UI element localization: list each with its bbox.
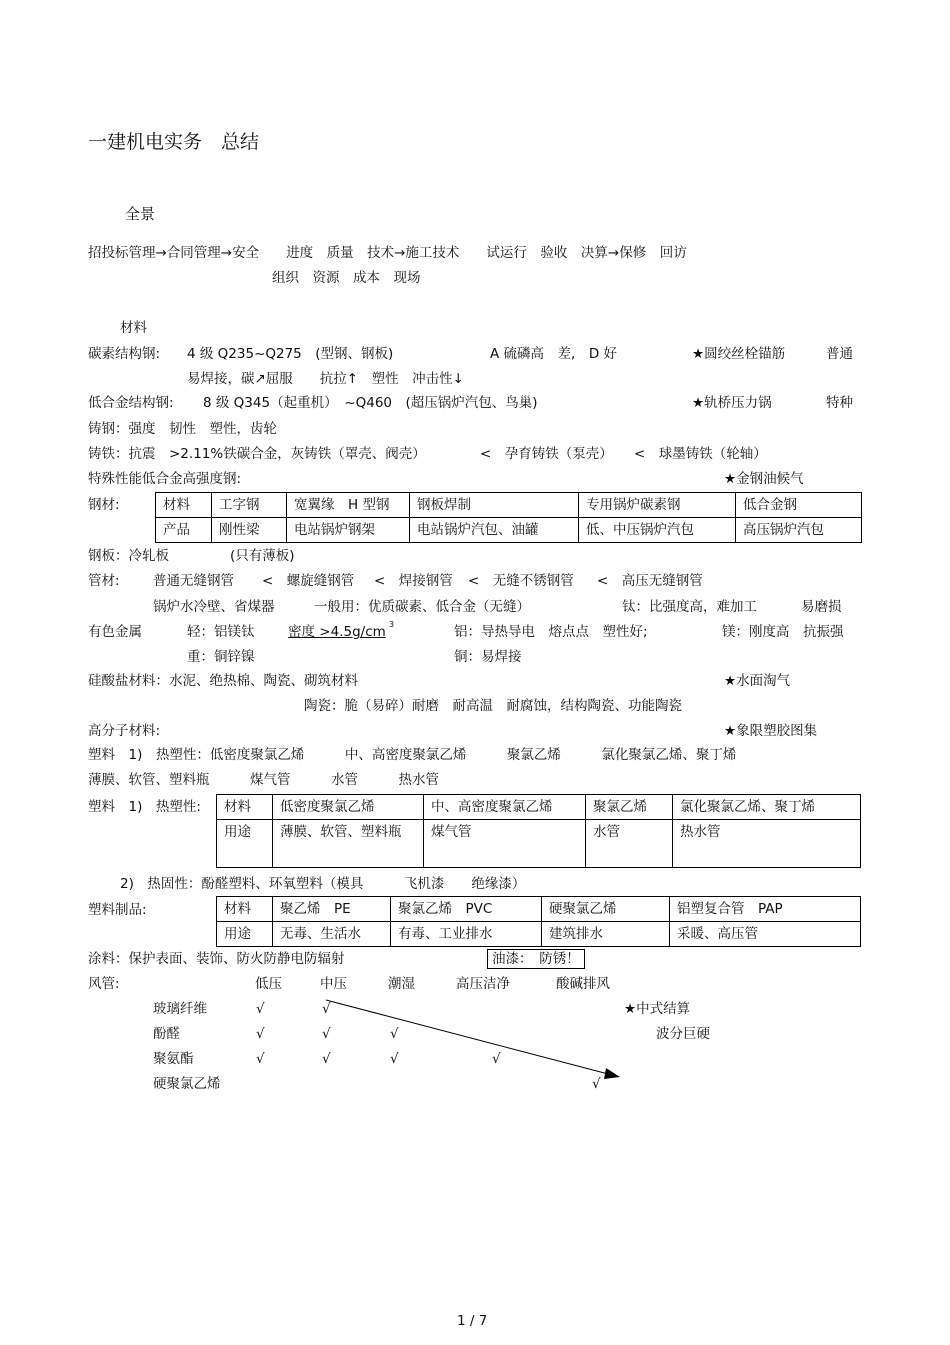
- duct-header: 中压: [320, 976, 347, 992]
- nonferrous-label: 有色金属: [88, 624, 142, 640]
- duct-header: 酸碱排风: [556, 976, 610, 992]
- check-mark: √: [592, 1076, 601, 1092]
- pipe-item: < 螺旋缝钢管: [262, 573, 355, 589]
- carbon-spec: 4 级 Q235~Q275 (型钢、钢板): [187, 346, 394, 362]
- duct-header: 潮湿: [388, 976, 415, 992]
- duct-header: 高压洁净: [456, 976, 510, 992]
- carbon-properties: 易焊接，碳↗屈服 抗拉↑ 塑性 冲击性↓: [187, 371, 464, 387]
- lowalloy-right: 特种: [826, 395, 853, 411]
- pipe-item: < 无缝不锈钢管: [468, 573, 574, 589]
- table-cell: 中、高密度聚氯乙烯: [424, 795, 586, 820]
- copper: 铜：易焊接: [454, 649, 522, 665]
- pipe-item: 普通无缝钢管: [153, 573, 234, 589]
- thermoplastic-table-label: 塑料 1) 热塑性:: [88, 799, 201, 815]
- carbon-mnemonic: ★圆绞丝栓锚筋: [692, 346, 786, 362]
- table-cell: 材料: [217, 897, 273, 922]
- table-cell: 高压锅炉汽包: [736, 518, 862, 543]
- table-cell: 低、中压锅炉汽包: [579, 518, 736, 543]
- table-cell: 铝塑复合管 PAP: [670, 897, 861, 922]
- steel-sheet-note: (只有薄板): [230, 548, 295, 564]
- aluminum: 铝：导热导电 熔点点 塑性好;: [454, 624, 648, 640]
- duct-mnemonic: ★中式结算: [624, 1001, 691, 1017]
- check-mark: √: [322, 1026, 331, 1042]
- carbon-quality: A 硫磷高 差, D 好: [490, 346, 618, 362]
- density-note: 密度 >4.5g/cm: [288, 624, 386, 640]
- check-mark: √: [256, 1026, 265, 1042]
- table-cell: 有毒、工业排水: [391, 922, 542, 947]
- check-mark: √: [390, 1051, 399, 1067]
- cast-iron-inoculated: < 孕育铸铁（泵壳）: [480, 446, 613, 462]
- duct-row-name: 酚醛: [153, 1026, 180, 1042]
- carbon-right: 普通: [826, 346, 853, 362]
- table-cell: 刚性梁: [212, 518, 287, 543]
- cast-iron: 铸铁：抗震 >2.11%铁碳合金，灰铸铁（罩壳、阀壳）: [88, 446, 426, 462]
- density-superscript: 3: [389, 620, 395, 629]
- check-mark: √: [256, 1051, 265, 1067]
- pipe-item: < 高压无缝钢管: [597, 573, 703, 589]
- table-cell: 聚氯乙烯: [586, 795, 673, 820]
- check-mark: √: [492, 1051, 501, 1067]
- table-cell: 聚乙烯 PE: [273, 897, 391, 922]
- table-cell: 聚氯乙烯 PVC: [391, 897, 542, 922]
- thermoplastic-line: 塑料 1) 热塑性：低密度聚氯乙烯 中、高密度聚氯乙烯 聚氯乙烯 氯化聚氯乙烯、聚丁烯: [88, 747, 737, 763]
- duct-row-name: 硬聚氯乙烯: [153, 1076, 221, 1092]
- table-cell: 热水管: [673, 820, 861, 868]
- duct-row-name: 玻璃纤维: [153, 1001, 207, 1017]
- table-cell: 氯化聚氯乙烯、聚丁烯: [673, 795, 861, 820]
- polymer-mnemonic: ★象限塑胶图集: [724, 723, 818, 739]
- table-cell: 材料: [217, 795, 273, 820]
- table-cell: 材料: [156, 493, 212, 518]
- nonferrous-light: 轻：铝镁钛: [187, 624, 255, 640]
- thermoplastic-uses: 薄膜、软管、塑料瓶 煤气管 水管 热水管: [88, 772, 439, 788]
- table-cell: 无毒、生活水: [273, 922, 391, 947]
- check-mark: √: [322, 1051, 331, 1067]
- pipe-item: < 焊接钢管: [374, 573, 453, 589]
- lowalloy-label: 低合金结构钢:: [88, 395, 174, 411]
- table-cell: 电站锅炉钢架: [287, 518, 410, 543]
- table-cell: 低合金钢: [736, 493, 862, 518]
- page-title: 一建机电实务 总结: [88, 131, 260, 153]
- table-cell: 工字钢: [212, 493, 287, 518]
- table-cell: 采暖、高压管: [670, 922, 861, 947]
- page-number: 1 / 7: [457, 1313, 488, 1329]
- ceramic: 陶瓷：脆（易碎）耐磨 耐高温 耐腐蚀，结构陶瓷、功能陶瓷: [304, 698, 682, 714]
- table-cell: 低密度聚氯乙烯: [273, 795, 424, 820]
- titanium-wear: 易磨损: [801, 599, 842, 615]
- materials-heading: 材料: [120, 320, 147, 336]
- nonferrous-heavy: 重：铜锌镍: [187, 649, 255, 665]
- duct-header: 低压: [255, 976, 282, 992]
- table-cell: 用途: [217, 922, 273, 947]
- check-mark: √: [322, 1001, 331, 1017]
- table-cell: 建筑排水: [542, 922, 670, 947]
- table-cell: 煤气管: [424, 820, 586, 868]
- table-cell: 宽翼缘 H 型钢: [287, 493, 410, 518]
- coating: 涂料：保护表面、装饰、防火防静电防辐射: [88, 951, 345, 967]
- table-cell: 用途: [217, 820, 273, 868]
- titanium: 钛：比强度高，难加工: [622, 599, 757, 615]
- special-steel-mnemonic: ★金钢油候气: [724, 471, 804, 487]
- steel-sheet: 钢板：冷轧板: [88, 548, 169, 564]
- pipe-general: 一般用：优质碳素、低合金（无缝）: [314, 599, 530, 615]
- lowalloy-spec: 8 级 Q345（起重机） ~Q460 (超压锅炉汽包、鸟巢): [203, 395, 538, 411]
- check-mark: √: [256, 1001, 265, 1017]
- overview-flow: 招投标管理→合同管理→安全 进度 质量 技术→施工技术 试运行 验收 决算→保修 回访: [88, 245, 687, 261]
- magnesium: 镁：刚度高 抗振强: [722, 624, 844, 640]
- duct-label: 风管:: [88, 976, 120, 992]
- table-cell: 水管: [586, 820, 673, 868]
- silicate: 硅酸盐材料：水泥、绝热棉、陶瓷、砌筑材料: [88, 673, 358, 689]
- table-cell: 硬聚氯乙烯: [542, 897, 670, 922]
- silicate-mnemonic: ★水面淘气: [724, 673, 791, 689]
- table-cell: 专用锅炉碳素钢: [579, 493, 736, 518]
- lowalloy-mnemonic: ★轨桥压力锅: [692, 395, 772, 411]
- thermoset: 2) 热固性：酚醛塑料、环氧塑料（模具 飞机漆 绝缘漆）: [120, 876, 526, 892]
- steel-label: 钢材:: [88, 497, 120, 513]
- check-mark: √: [390, 1026, 399, 1042]
- duct-row-name: 聚氨酯: [153, 1051, 194, 1067]
- carbon-label: 碳素结构钢:: [88, 346, 161, 362]
- paint-note: 油漆： 防锈！: [487, 949, 585, 969]
- table-cell: 薄膜、软管、塑料瓶: [273, 820, 424, 868]
- cast-steel: 铸钢：强度 韧性 塑性，齿轮: [88, 421, 277, 437]
- pipe-boiler: 锅炉水冷壁、省煤器: [153, 599, 275, 615]
- duct-note: 波分巨硬: [656, 1026, 710, 1042]
- table-cell: 钢板焊制: [410, 493, 579, 518]
- table-cell: 电站锅炉汽包、油罐: [410, 518, 579, 543]
- polymer-label: 高分子材料:: [88, 723, 161, 739]
- plastic-products-label: 塑料制品:: [88, 902, 147, 918]
- overview-heading: 全景: [125, 205, 156, 223]
- table-cell: 产品: [156, 518, 212, 543]
- pipe-label: 管材:: [88, 573, 120, 589]
- cast-iron-ductile: < 球墨铸铁（轮轴）: [634, 446, 767, 462]
- overview-flow-sub: 组织 资源 成本 现场: [272, 270, 421, 286]
- special-steel-label: 特殊性能低合金高强度钢:: [88, 471, 242, 487]
